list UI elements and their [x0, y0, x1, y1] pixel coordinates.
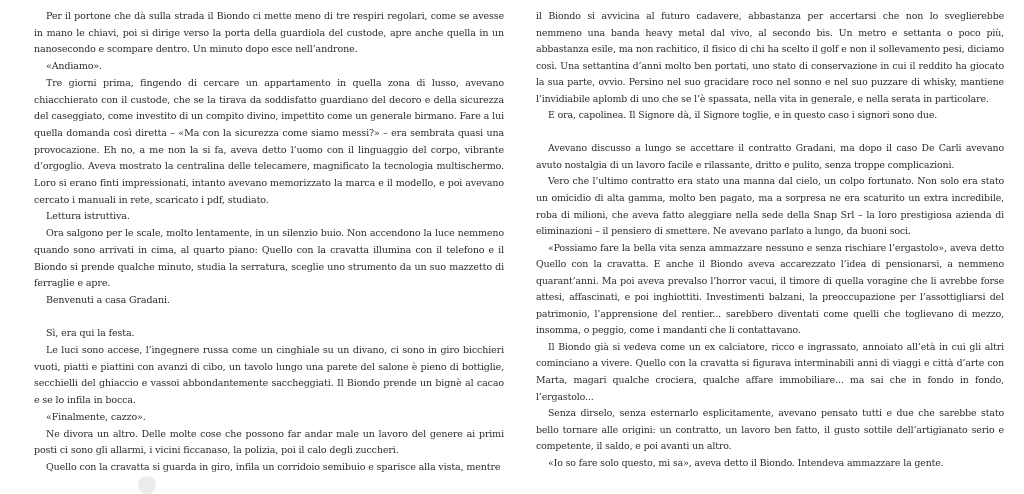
paragraph: Tre giorni prima, fingendo di cercare un appartamento in quella zona di lusso, avevano chiacchierato con il custode, che se la tirava da soddisfatto guardiano del decoro e della sicurezza del caseggiato, come investito di un compito divino, impettito come un generale birmano. Fare a lui quella domanda così diretta – «Ma con la sicurezza come siamo messi?» – era sembrata quasi una provocazione. Eh no, a me non la si fa, aveva detto l’uomo con il linguaggio del corpo, vibrante d’orgoglio. Aveva mostrato la centralina delle telecamere, magnificato la tecnologia multischermo. Loro si erano finti impressionati, intanto avevano memorizzato la marca e il modello, e poi avevano cercato i manuali in rete, scaricato i pdf, studiato. [34, 77, 504, 206]
page-scroll-marker [138, 476, 156, 494]
paragraph: «Io so fare solo questo, mi sa», aveva detto il Biondo. Intendeva ammazzare la gente. [548, 457, 944, 469]
paragraph: «Finalmente, cazzo». [46, 411, 146, 423]
paragraph: Ora salgono per le scale, molto lentamente, in un silenzio buio. Non accendono la luce nemmeno quando sono arrivati in cima, al quarto piano: Quello con la cravatta illumina con il telefono e il Biondo si prende qualche minuto, studia la serratura, sceglie uno strumento da un suo mazzetto di ferraglie e apre. [34, 228, 504, 290]
section-break [536, 125, 1004, 142]
paragraph: Ne divora un altro. Delle molte cose che possono far andar male un lavoro del genere ai primi posti ci sono gli allarmi, i vicini ficcanaso, la polizia, poi il calo degli zuccheri. [34, 428, 504, 457]
paragraph: Le luci sono accese, l’ingegnere russa come un cinghiale su un divano, ci sono in giro bicchieri vuoti, piatti e piattini con avanzi di cibo, un tavolo lungo una parete del salone è pieno di bottiglie, secchielli del ghiaccio e vassoi abbondantemente saccheggiati. Il Biondo prende un bignè al cacao e se lo infila in bocca. [34, 345, 504, 407]
right-page [536, 9, 1004, 472]
paragraph: Vero che l’ultimo contratto era stato una manna dal cielo, un colpo fortunato. Non solo era stato un omicidio di alta gamma, molto ben pagato, ma a sorpresa ne era scaturito un extra incredibile, roba di milioni, che aveva fatto aleggiare nella sede della Snap Srl – la loro prestigiosa azienda di eliminazioni – il pensiero di smettere. Ne avevano parlato a lungo, da buoni soci. [536, 176, 1004, 238]
paragraph: il Biondo si avvicina al futuro cadavere, abbastanza per accertarsi che non lo sveglierebbe nemmeno una banda heavy metal dal vivo, al secondo bis. Un metro e settanta o poco più, abbastanza esile, ma non rachitico, il fisico di chi ha scelto il golf e non il sollevamento pesi, diciamo così. Una settantina d’anni molto ben portati, uno stato di conservazione in cui il reddito ha giocato la sua parte, ovvio. Persino nel suo gracidare roco nel sonno e nel suo puzzare di whisky, mantiene l’invidiabile aplomb di uno che se l’è spassata, nella vita in generale, e nella serata in particolare. [536, 11, 1004, 105]
paragraph: «Possiamo fare la bella vita senza ammazzare nessuno e senza rischiare l’ergastolo», aveva detto Quello con la cravatta. E anche il Biondo aveva accarezzato l’idea di pensionarsi, a nemmeno quarant’anni. Ma poi aveva prevalso l’horror vacui, il timore di quella voragine che li avrebbe forse attesi, affascinati, e poi inghiottiti. Investimenti balzani, la preoccupazione per l’assottigliarsi del patrimonio, l’apprensione del rentier... sarebbero diventati come quelli che toglievano di mezzo, insomma, o peggio, come i mandanti che li contattavano. [536, 242, 1004, 337]
paragraph: Lettura istruttiva. [46, 211, 130, 223]
paragraph: Avevano discusso a lungo se accettare il contratto Gradani, ma dopo il caso De Carli avevano avuto nostalgia di un lavoro facile e rilassante, dritto e pulito, senza troppe complicazioni. [536, 143, 1004, 171]
paragraph: Benvenuti a casa Gradani. [46, 294, 170, 306]
paragraph: Sì, era qui la festa. [46, 328, 135, 340]
paragraph: E ora, capolinea. Il Signore dà, il Signore toglie, e in questo caso i signori sono due. [548, 110, 938, 122]
left-page [34, 9, 504, 477]
paragraph: Il Biondo già si vedeva come un ex calciatore, ricco e ingrassato, annoiato all’età in cui gli altri cominciano a vivere. Quello con la cravatta si figurava interminabili anni di viaggi e città d’arte con Marta, magari qualche crociera, qualche affare immobiliare... ma sai che in fondo in fondo, l’ergastolo... [536, 341, 1004, 403]
section-break [34, 310, 504, 327]
paragraph: Quello con la cravatta si guarda in giro, infila un corridoio semibuio e sparisce alla vista, mentre [46, 461, 501, 473]
paragraph: «Andiamo». [46, 61, 102, 73]
paragraph: Per il portone che dà sulla strada il Biondo ci mette meno di tre respiri regolari, come se avesse in mano le chiavi, poi si dirige verso la porta della guardiola del custode, apre anche quella in un nanosecondo e scompare dentro. Un minuto dopo esce nell’androne. [34, 11, 504, 56]
paragraph: Senza dirselo, senza esternarlo esplicitamente, avevano pensato tutti e due che sarebbe stato bello tornare alle origini: un contratto, un lavoro ben fatto, il gusto sottile dell’artigianato serio e competente, il saldo, e poi avanti un altro. [536, 408, 1004, 453]
